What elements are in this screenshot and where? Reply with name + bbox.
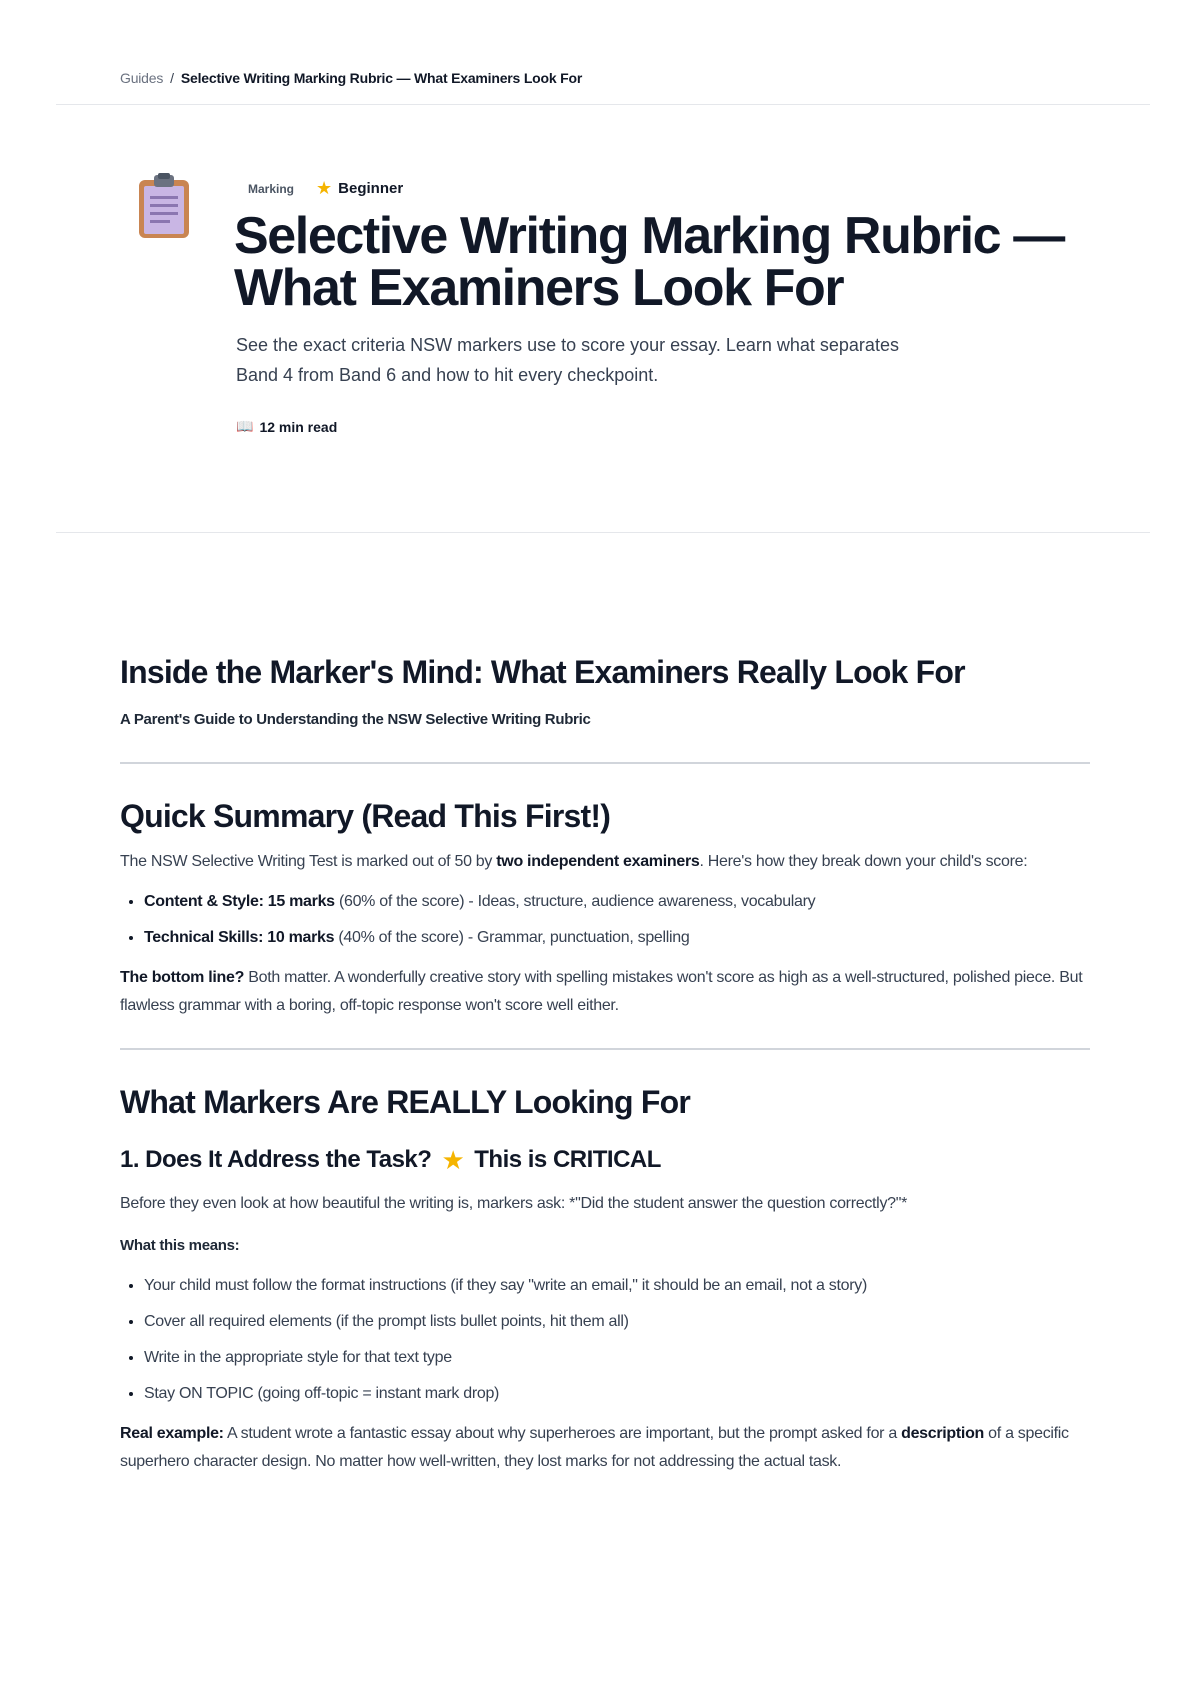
real-example-text: A student wrote a fantastic essay about why superheroes are important, but the prompt asked for a <box>223 1425 902 1442</box>
category-tag[interactable]: Marking <box>248 181 295 196</box>
list-item: • Write in the appropriate style for that text type <box>144 1344 1090 1372</box>
list-item <box>144 924 1090 952</box>
hero-meta <box>236 178 403 199</box>
list-item-bold: Technical Skills: 10 marks <box>144 929 335 946</box>
hero-divider <box>56 532 1150 533</box>
read-time <box>236 418 337 435</box>
difficulty-badge <box>316 178 403 199</box>
list-item: • Your child must follow the format instructions (if they say "write an email," it should be an email, not a story) <box>144 1272 1090 1300</box>
section-divider <box>120 1048 1090 1050</box>
breadcrumb-current: Selective Writing Marking Rubric — What Examiners Look For <box>180 70 583 86</box>
section-divider <box>120 762 1090 764</box>
list-item <box>144 888 1090 916</box>
real-example-text-2: of a specific superhero character design. No matter how well-written, they lost marks for not addressing the actual task. <box>120 1425 1069 1470</box>
summary-intro-text: The NSW Selective Writing Test is marked out of 50 by <box>120 853 497 870</box>
real-example-label: Real example: <box>120 1425 224 1442</box>
summary-list <box>120 888 1090 952</box>
summary-intro-text-2: . Here's how they break down your child's score: <box>699 853 1028 870</box>
clipboard-icon <box>136 172 192 240</box>
list-item-text: (40% of the score) - Grammar, punctuation, spelling <box>334 929 690 946</box>
task-subheading-emphasis: This is CRITICAL <box>474 1146 661 1173</box>
page-title: Selective Writing Marking Rubric — What Examiners Look For <box>234 207 1064 317</box>
list-item-text: (60% of the score) - Ideas, structure, audience awareness, vocabulary <box>334 893 816 910</box>
list-item-bold: Content & Style: 15 marks <box>144 893 335 910</box>
article-subtitle: A Parent's Guide to Understanding the NSW Selective Writing Rubric <box>120 711 591 728</box>
real-example-bold: description <box>901 1425 985 1442</box>
breadcrumb <box>120 70 582 86</box>
star-icon: ★ <box>441 1145 465 1175</box>
summary-intro <box>120 848 1090 876</box>
list-item: • Stay ON TOPIC (going off-topic = instant mark drop) <box>144 1380 1090 1408</box>
summary-intro-bold: two independent examiners <box>496 853 700 870</box>
what-this-means-label: What this means: <box>120 1237 240 1254</box>
book-icon: 📖 <box>236 418 254 434</box>
bottom-line <box>120 964 1090 1020</box>
summary-heading: Quick Summary (Read This First!) <box>120 798 611 834</box>
task-subheading <box>120 1144 1090 1176</box>
list-item: • Cover all required elements (if the prompt lists bullet points, hit them all) <box>144 1308 1090 1336</box>
breadcrumb-separator: / <box>170 70 174 86</box>
bottom-line-text: Both matter. A wonderfully creative story with spelling mistakes won't score as high as a well-structured, polished piece. But flawless grammar with a boring, off-topic response won't score well either. <box>120 969 1083 1014</box>
read-time-label: 12 min read <box>259 418 338 435</box>
article-title: Inside the Marker's Mind: What Examiners Really Look For <box>120 654 965 690</box>
difficulty-label: Beginner <box>338 180 404 197</box>
article-body <box>120 652 1090 1476</box>
page-subtitle: See the exact criteria NSW markers use to score your essay. Learn what separates Band 4 from Band 6 and how to hit every checkpoint. <box>236 335 899 385</box>
breadcrumb-guides-link[interactable]: Guides <box>120 70 164 86</box>
task-subheading-text: 1. Does It Address the Task? <box>120 1146 432 1173</box>
real-example <box>120 1420 1090 1476</box>
markers-heading: What Markers Are REALLY Looking For <box>120 1084 691 1120</box>
task-paragraph: Before they even look at how beautiful the writing is, markers ask: *"Did the student answer the question correctly?"* <box>120 1195 908 1212</box>
task-list <box>120 1272 1090 1408</box>
header-divider <box>56 104 1150 105</box>
bottom-line-bold: The bottom line? <box>120 969 245 986</box>
star-icon: ★ <box>316 178 333 198</box>
